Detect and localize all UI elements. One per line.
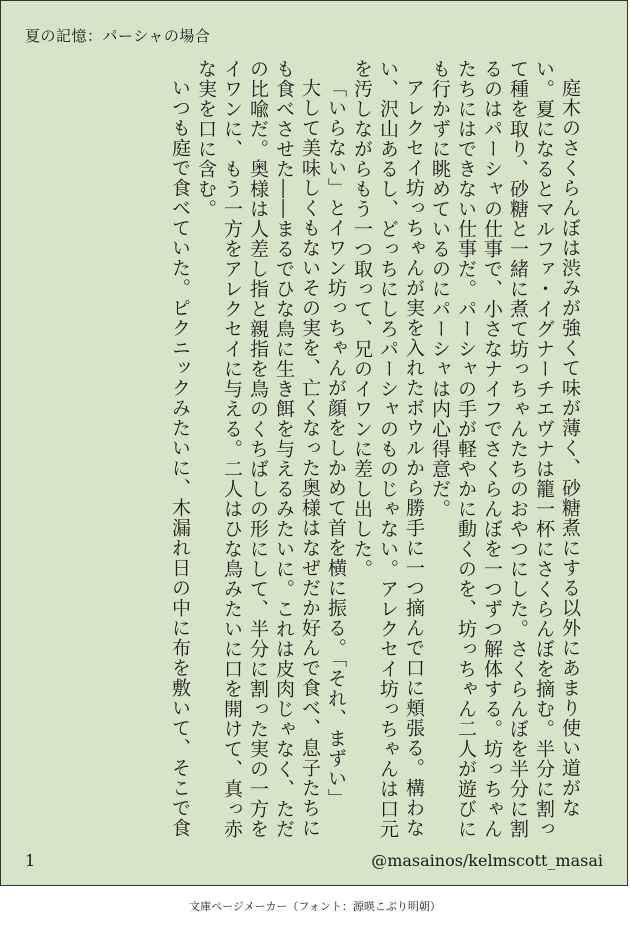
generator-credit: 文庫ページメーカー（フォント：源暎こぶり明朝） [189, 900, 441, 913]
paragraph-3: 「いらない」とイワン坊っちゃんが顔をしかめて首を横に振る。「それ、まずい」 [325, 78, 347, 809]
author-handle: @masainos/kelmscott_masai [371, 851, 603, 870]
paragraph-2: アレクセイ坊っちゃんが実を入れたボウルから勝手に一つ摘んで口に頬張る。構わない、沢山あるし、どっちにしろパーシャのものじゃない。アレクセイ坊っちゃんは口元を汚しながらもう一つ取って、兄のイワンに差し出した。 [351, 59, 425, 839]
chapter-title: 夏の記憶：パーシャの場合 [25, 27, 211, 45]
paragraph-4: 大して美味しくもないその実を、亡くなった奥様はなぜだか好んで食べ、息子たちにも食べさせた――まるでひな鳥に生き餌を与えるみたいに。これは皮肉じゃなく、ただの比喩だ。奥様は人差し指と親指を鳥のくちばしの形にして、半分に割った実の一方をイワンに、もう一方をアレクセイに与える。二人はひな鳥みたいに口を開けて、真っ赤な実を口に含む。 [195, 59, 321, 839]
page-number: 1 [25, 851, 36, 870]
paragraph-5: いつも庭で食べていた。ピクニックみたいに、木漏れ日の中に布を敷いて、そこで食 [169, 78, 191, 838]
body-text [97, 59, 583, 839]
paragraph-1: 庭木のさくらんぼは渋みが強くて味が薄く、砂糖煮にする以外にあまり使い道がない。夏になるとマルファ・イグナーチエヴナは籠一杯にさくらんぼを摘む。半分に割って種を取り、砂糖と一緒に煮て坊っちゃんたちのおやつにした。さくらんぼを半分に割るのはパーシャの仕事で、小さなナイフでさくらんぼを一つずつ解体する。坊っちゃんたちにはできない仕事だ。パーシャの手が軽やかに動くのを、坊っちゃん二人が遊びにも行かずに眺めているのにパーシャは内心得意だ。 [429, 59, 581, 839]
